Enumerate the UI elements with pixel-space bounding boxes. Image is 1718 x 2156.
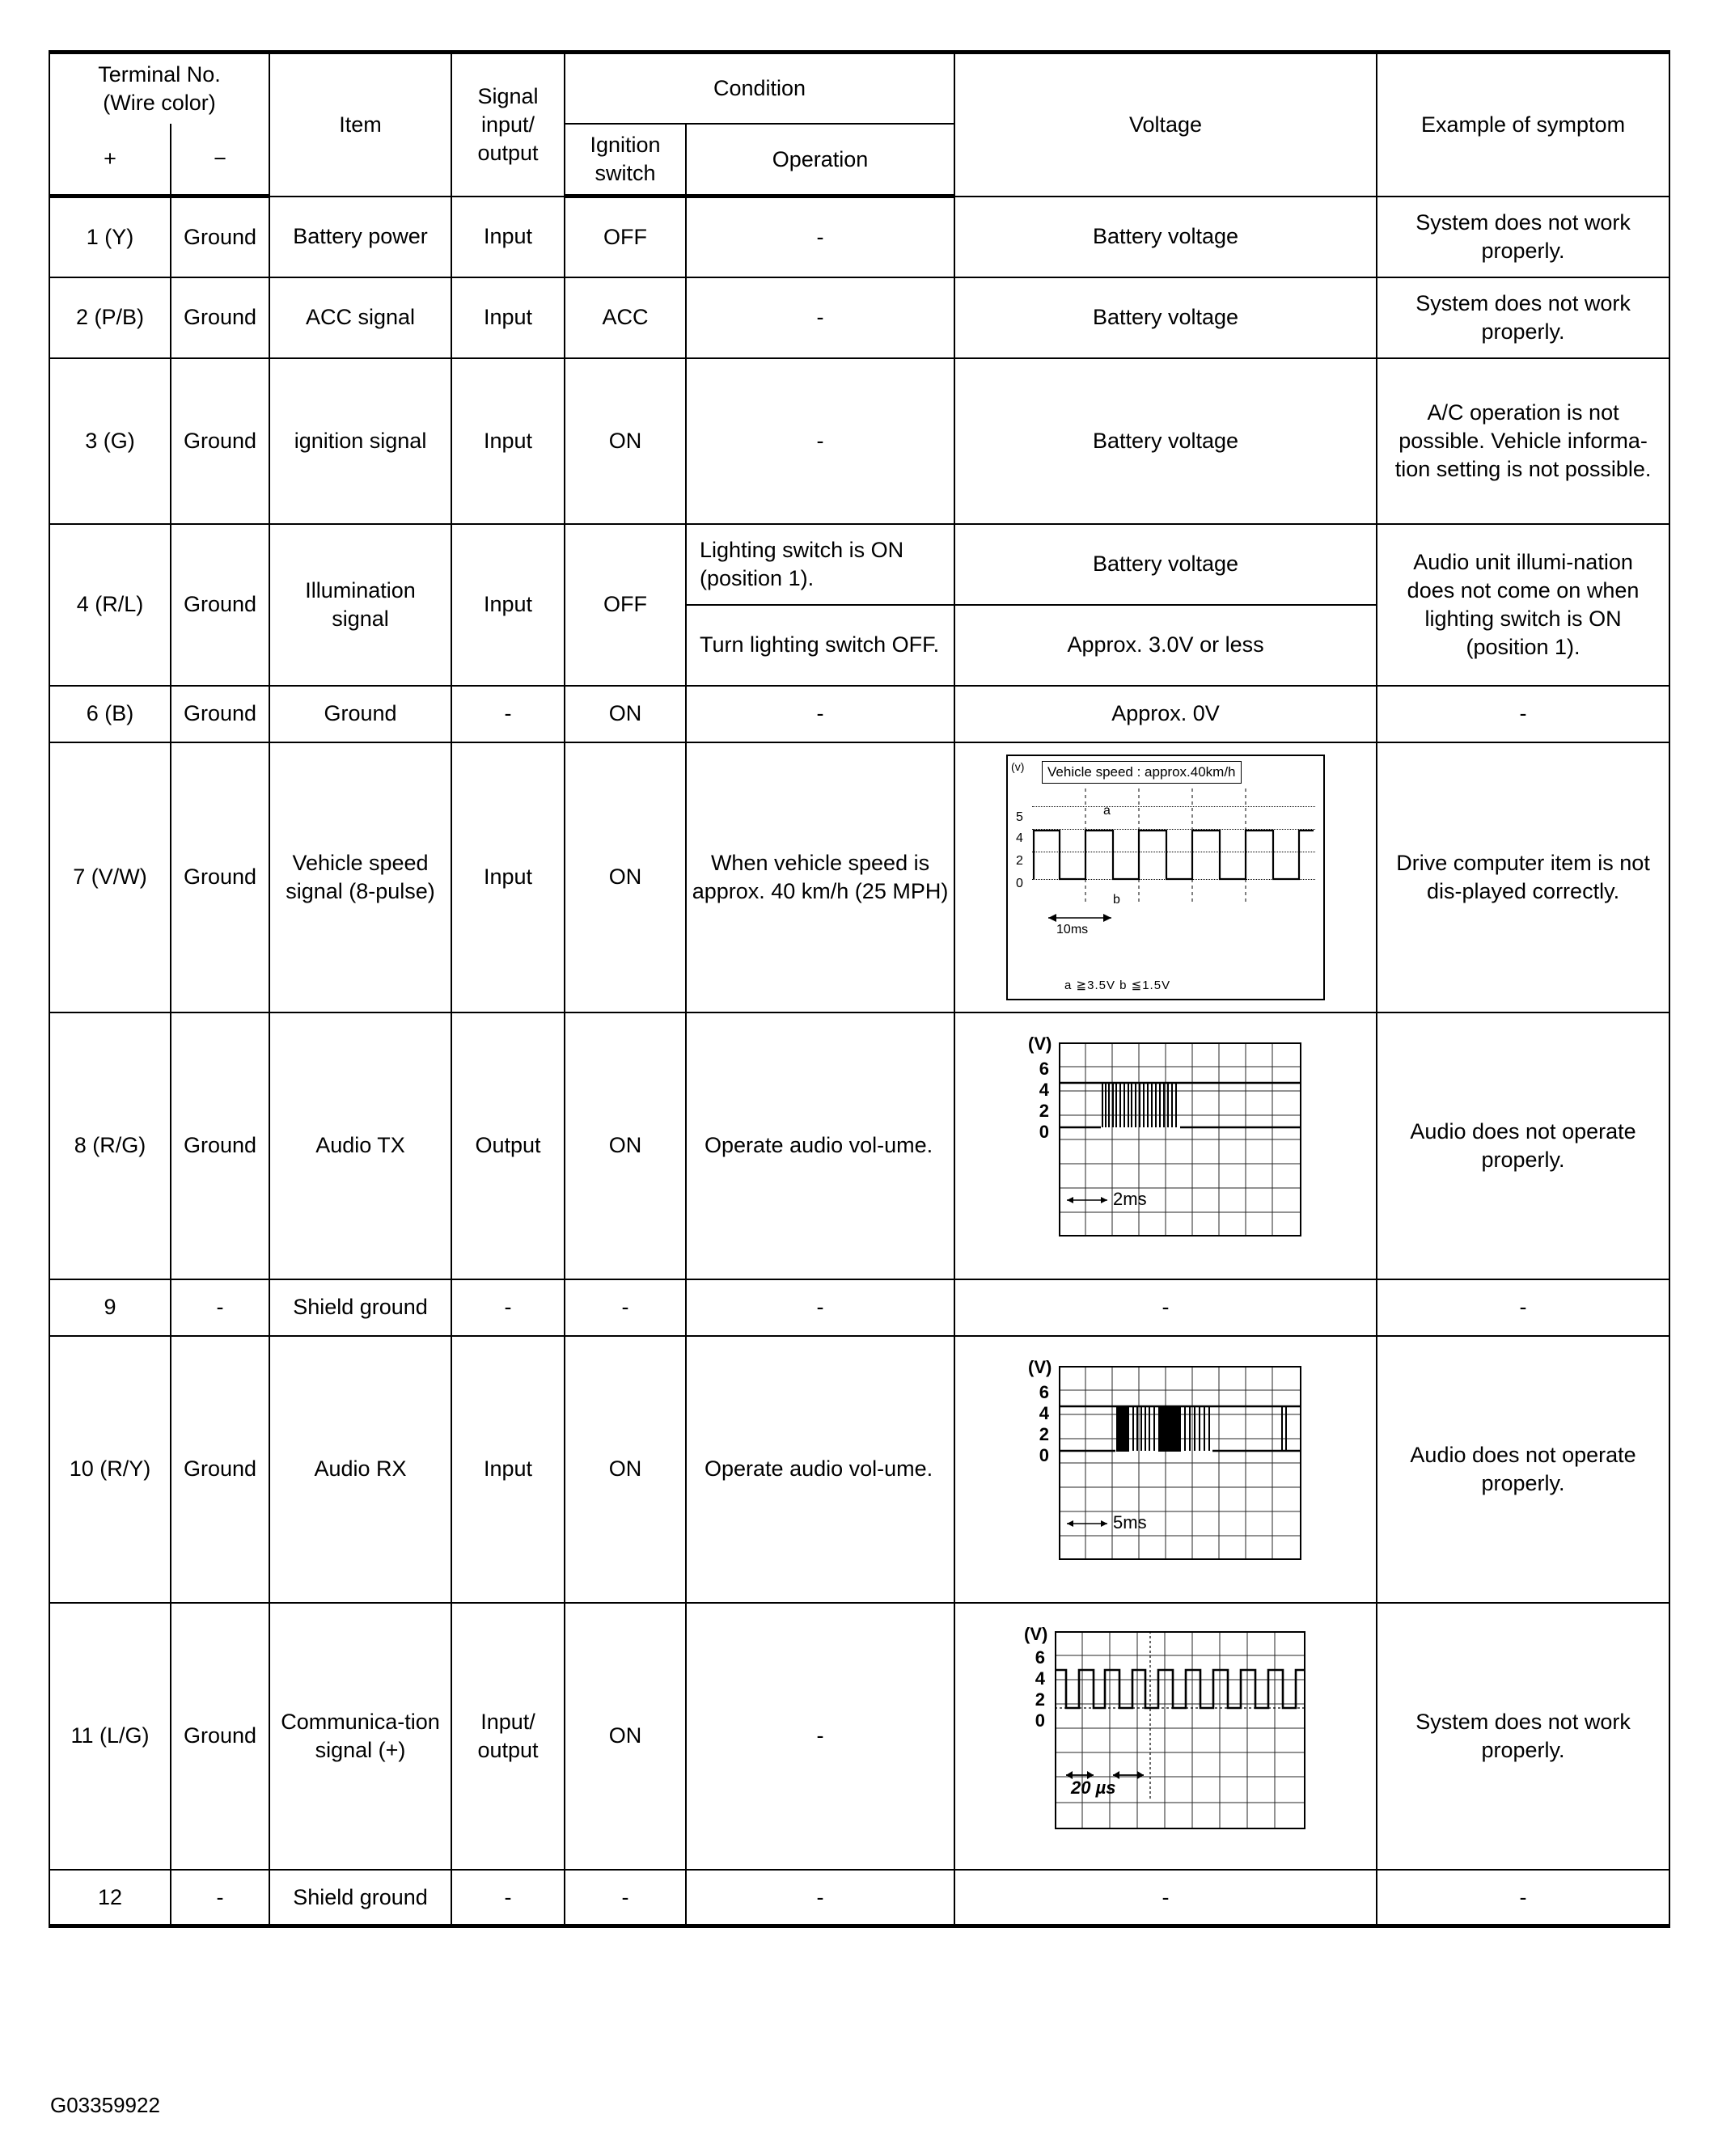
cell-ignition: ON (565, 358, 686, 524)
table-row (49, 686, 1669, 742)
cell-item: Communica-tion signal (+) (269, 1603, 451, 1870)
cell-minus: Ground (171, 1336, 269, 1603)
table-row (49, 1336, 1669, 1603)
cell-minus: Ground (171, 686, 269, 742)
cell-operation: - (686, 277, 954, 358)
cell-voltage: - (954, 1279, 1377, 1336)
header-condition: Condition (565, 53, 954, 125)
cell-operation: Operate audio vol-ume. (686, 1336, 954, 1603)
scope-y-label: 4 (1035, 1668, 1046, 1689)
cell-item: Ground (269, 686, 451, 742)
cell-signal-io: Input (451, 277, 565, 358)
table-row (49, 1279, 1669, 1336)
cell-operation: Operate audio vol-ume. (686, 1012, 954, 1279)
scope-unit-label: (V) (1028, 1033, 1052, 1054)
cell-terminal: 4 (R/L) (49, 524, 171, 686)
scope-y-label: 0 (1039, 1444, 1050, 1465)
scope-marker-b: b (1113, 892, 1120, 907)
cell-minus: Ground (171, 742, 269, 1012)
scope-y-label: 5 (1016, 810, 1023, 824)
scope-y-label: 6 (1035, 1647, 1046, 1668)
scope-audio-tx (1028, 1033, 1303, 1259)
cell-symptom: Audio does not operate properly. (1377, 1012, 1669, 1279)
cell-operation: Turn lighting switch OFF. (686, 605, 954, 686)
scope-y-label: 2 (1039, 1100, 1050, 1121)
scope-unit-label: (V) (1024, 1623, 1048, 1644)
header-operation: Operation (686, 124, 954, 197)
cell-minus: Ground (171, 197, 269, 277)
cell-symptom: System does not work properly. (1377, 1603, 1669, 1870)
cell-operation: - (686, 1279, 954, 1336)
header-terminal-no-line2: (Wire color) (103, 91, 216, 116)
scope-communication (1024, 1623, 1307, 1850)
scope-time-scale: 20 µs (1071, 1777, 1116, 1798)
cell-symptom: Audio does not operate properly. (1377, 1336, 1669, 1603)
table-row (49, 358, 1669, 524)
header-plus: + (49, 124, 171, 197)
cell-minus: Ground (171, 358, 269, 524)
scope-time-scale: 5ms (1113, 1511, 1147, 1532)
scope-y-label: 6 (1039, 1058, 1050, 1079)
cell-terminal: 11 (L/G) (49, 1603, 171, 1870)
scope-y-label: 6 (1039, 1381, 1050, 1402)
cell-signal-io: Input (451, 742, 565, 1012)
header-ignition-switch: Ignition switch (565, 124, 686, 197)
cell-operation: - (686, 358, 954, 524)
scope-y-label: 4 (1039, 1402, 1050, 1423)
cell-signal-io: Input/ output (451, 1603, 565, 1870)
header-example-symptom: Example of symptom (1377, 53, 1669, 197)
header-terminal-no-line1: Terminal No. (98, 62, 221, 87)
scope-audio-rx (1028, 1356, 1303, 1583)
header-item: Item (269, 53, 451, 197)
table-row (49, 1012, 1669, 1279)
scope-unit-label: (V) (1028, 1356, 1052, 1377)
waveform-audio-tx (960, 1028, 1371, 1264)
cell-item: Shield ground (269, 1279, 451, 1336)
cell-terminal: 1 (Y) (49, 197, 171, 277)
cell-signal-io: Input (451, 1336, 565, 1603)
cell-terminal: 6 (B) (49, 686, 171, 742)
cell-ignition: OFF (565, 524, 686, 686)
cell-ignition: ON (565, 1336, 686, 1603)
cell-ignition: ON (565, 742, 686, 1012)
cell-signal-io: Input (451, 524, 565, 686)
cell-voltage: - (954, 1870, 1377, 1926)
cell-item: ignition signal (269, 358, 451, 524)
cell-symptom: - (1377, 686, 1669, 742)
cell-symptom: System does not work properly. (1377, 197, 1669, 277)
cell-signal-io: Input (451, 197, 565, 277)
cell-voltage-waveform (954, 1336, 1377, 1603)
cell-voltage: Approx. 3.0V or less (954, 605, 1377, 686)
scope-trace (1059, 1042, 1301, 1237)
scope-caption: Vehicle speed : approx.40km/h (1042, 761, 1241, 784)
scope-vehicle-speed (1006, 755, 1325, 1000)
cell-minus: - (171, 1279, 269, 1336)
cell-ignition: OFF (565, 197, 686, 277)
cell-voltage: Battery voltage (954, 358, 1377, 524)
cell-signal-io: - (451, 1870, 565, 1926)
table-row (49, 1603, 1669, 1870)
cell-signal-io: Input (451, 358, 565, 524)
waveform-communication (960, 1618, 1371, 1854)
cell-item: Illumination signal (269, 524, 451, 686)
cell-voltage-waveform (954, 1012, 1377, 1279)
header-voltage: Voltage (954, 53, 1377, 197)
cell-item: Battery power (269, 197, 451, 277)
terminal-spec-table (49, 50, 1670, 1928)
cell-ignition: ACC (565, 277, 686, 358)
cell-voltage: Battery voltage (954, 277, 1377, 358)
cell-symptom: - (1377, 1279, 1669, 1336)
table-row (49, 524, 1669, 605)
cell-operation: - (686, 197, 954, 277)
cell-operation: When vehicle speed is approx. 40 km/h (25 MPH) (686, 742, 954, 1012)
cell-minus: Ground (171, 524, 269, 686)
cell-ignition: ON (565, 1603, 686, 1870)
cell-voltage: Battery voltage (954, 524, 1377, 605)
document-code: G03359922 (50, 2093, 160, 2117)
cell-minus: - (171, 1870, 269, 1926)
cell-item: Audio RX (269, 1336, 451, 1603)
cell-operation: - (686, 1870, 954, 1926)
cell-ignition: ON (565, 686, 686, 742)
cell-operation: - (686, 1603, 954, 1870)
cell-voltage-waveform (954, 1603, 1377, 1870)
cell-symptom: - (1377, 1870, 1669, 1926)
scope-y-label: 4 (1039, 1079, 1050, 1100)
scope-y-label: 2 (1016, 853, 1023, 868)
cell-item: ACC signal (269, 277, 451, 358)
header-terminal-no (49, 53, 269, 125)
table-row (49, 197, 1669, 277)
cell-item: Vehicle speed signal (8-pulse) (269, 742, 451, 1012)
cell-operation: Lighting switch is ON (position 1). (686, 524, 954, 605)
cell-voltage-waveform (954, 742, 1377, 1012)
cell-signal-io: - (451, 686, 565, 742)
cell-signal-io: - (451, 1279, 565, 1336)
cell-voltage: Battery voltage (954, 197, 1377, 277)
cell-minus: Ground (171, 1603, 269, 1870)
cell-terminal: 12 (49, 1870, 171, 1926)
cell-minus: Ground (171, 1012, 269, 1279)
cell-signal-io: Output (451, 1012, 565, 1279)
cell-operation: - (686, 686, 954, 742)
cell-symptom: Audio unit illumi-nation does not come on when lighting switch is ON (position 1). (1377, 524, 1669, 686)
cell-symptom: Drive computer item is not dis-played correctly. (1377, 742, 1669, 1012)
cell-symptom: A/C operation is not possible. Vehicle informa-tion setting is not possible. (1377, 358, 1669, 524)
scope-y-label: 0 (1016, 876, 1023, 890)
cell-terminal: 2 (P/B) (49, 277, 171, 358)
table-row (49, 742, 1669, 1012)
cell-terminal: 7 (V/W) (49, 742, 171, 1012)
cell-terminal: 8 (R/G) (49, 1012, 171, 1279)
scope-footnote: a ≧3.5V b ≦1.5V (1064, 979, 1171, 993)
scope-marker-a: a (1103, 803, 1111, 818)
cell-ignition: - (565, 1870, 686, 1926)
table-row (49, 1870, 1669, 1926)
cell-symptom: System does not work properly. (1377, 277, 1669, 358)
scope-trace (1059, 1366, 1301, 1560)
waveform-vehicle-speed (960, 750, 1371, 1005)
cell-minus: Ground (171, 277, 269, 358)
scope-time-scale: 2ms (1113, 1188, 1147, 1209)
waveform-audio-rx (960, 1351, 1371, 1587)
cell-terminal: 9 (49, 1279, 171, 1336)
scope-time-scale: 10ms (1056, 922, 1089, 936)
cell-ignition: - (565, 1279, 686, 1336)
header-signal-io: Signal input/ output (451, 53, 565, 197)
cell-voltage: Approx. 0V (954, 686, 1377, 742)
cell-terminal: 3 (G) (49, 358, 171, 524)
scope-y-label: 0 (1035, 1710, 1046, 1731)
scope-unit-label: (v) (1011, 759, 1025, 773)
table-row (49, 277, 1669, 358)
cell-item: Audio TX (269, 1012, 451, 1279)
cell-ignition: ON (565, 1012, 686, 1279)
scope-y-label: 0 (1039, 1121, 1050, 1142)
header-minus: − (171, 124, 269, 197)
cell-terminal: 10 (R/Y) (49, 1336, 171, 1603)
scope-y-label: 2 (1039, 1423, 1050, 1444)
scope-y-label: 4 (1016, 831, 1023, 845)
scope-y-label: 2 (1035, 1689, 1046, 1710)
table-header-row-1 (49, 53, 1669, 125)
cell-item: Shield ground (269, 1870, 451, 1926)
